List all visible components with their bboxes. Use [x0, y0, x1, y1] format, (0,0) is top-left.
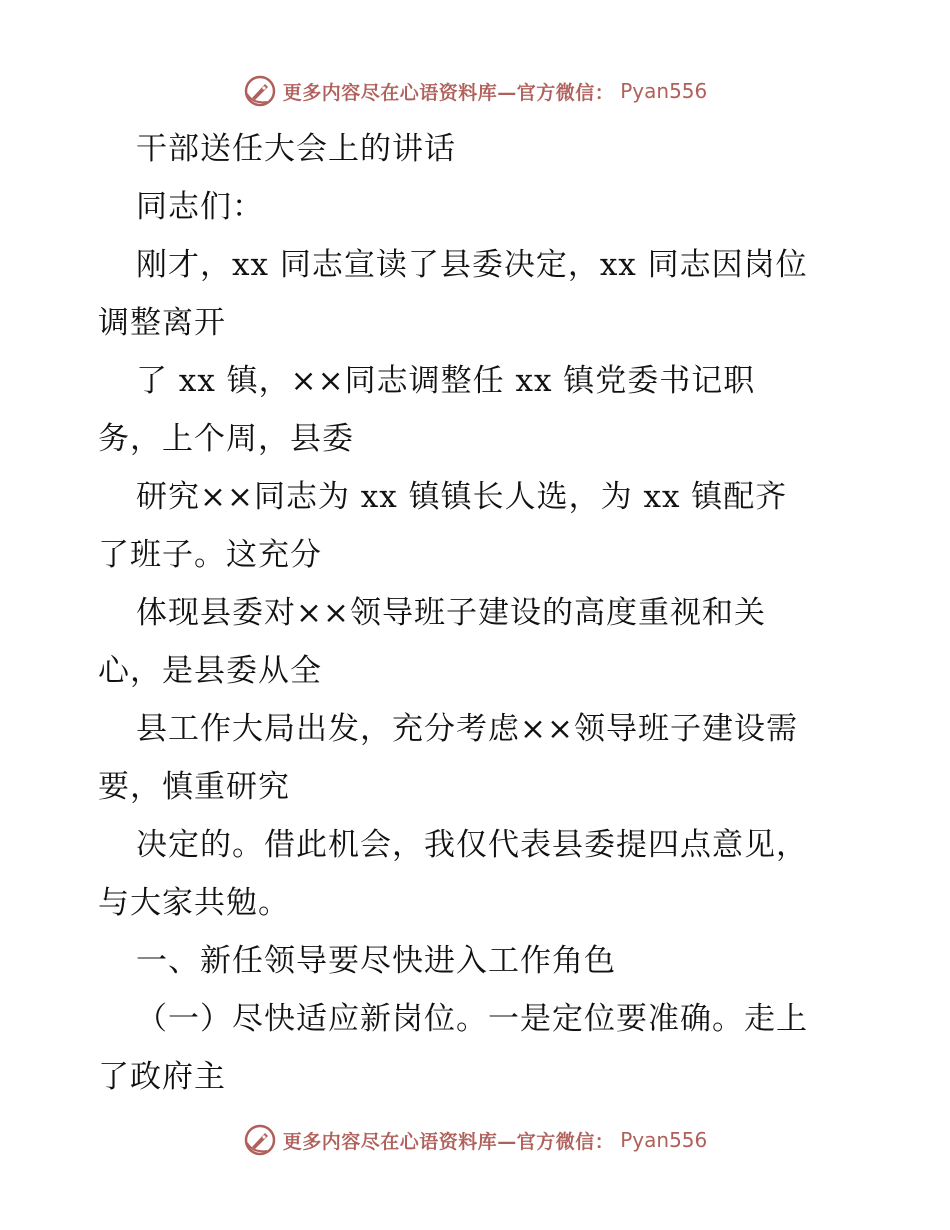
text-line: 与大家共勉。 [98, 885, 290, 921]
watermark-wechat-id: Pyan556 [620, 79, 708, 103]
section-heading: 一、新任领导要尽快进入工作角色 [136, 943, 616, 979]
watermark-header [0, 71, 950, 111]
subsection-line: （一）尽快适应新岗位。一是定位要准确。走上 [136, 1001, 808, 1037]
text-line: 要，慎重研究 [98, 769, 290, 805]
salutation: 同志们： [136, 189, 264, 225]
text-line: 务，上个周，县委 [98, 421, 354, 457]
text-line: 心，是县委从全 [98, 653, 322, 689]
text-line: 了政府主 [98, 1059, 226, 1095]
watermark-wechat-id: Pyan556 [620, 1128, 708, 1152]
pen-nib-logo-icon [243, 74, 277, 108]
text-line: 研究××同志为 xx 镇镇长人选，为 xx 镇配齐 [136, 479, 788, 515]
watermark-text: 更多内容尽在心语资料库—官方微信： [282, 81, 615, 104]
text-line: 决定的。借此机会，我仅代表县委提四点意见， [136, 827, 808, 863]
text-line: 县工作大局出发，充分考虑××领导班子建设需 [136, 711, 798, 747]
text-line: 调整离开 [98, 305, 226, 341]
pen-nib-logo-icon [243, 1123, 277, 1157]
text-line: 体现县委对××领导班子建设的高度重视和关 [136, 595, 766, 631]
document-title: 干部送任大会上的讲话 [136, 131, 456, 167]
text-line: 了班子。这充分 [98, 537, 322, 573]
text-line: 刚才，xx 同志宣读了县委决定，xx 同志因岗位 [136, 247, 808, 283]
text-line: 了 xx 镇，××同志调整任 xx 镇党委书记职 [136, 363, 756, 399]
watermark-text: 更多内容尽在心语资料库—官方微信： [282, 1130, 615, 1153]
watermark-footer [0, 1120, 950, 1160]
